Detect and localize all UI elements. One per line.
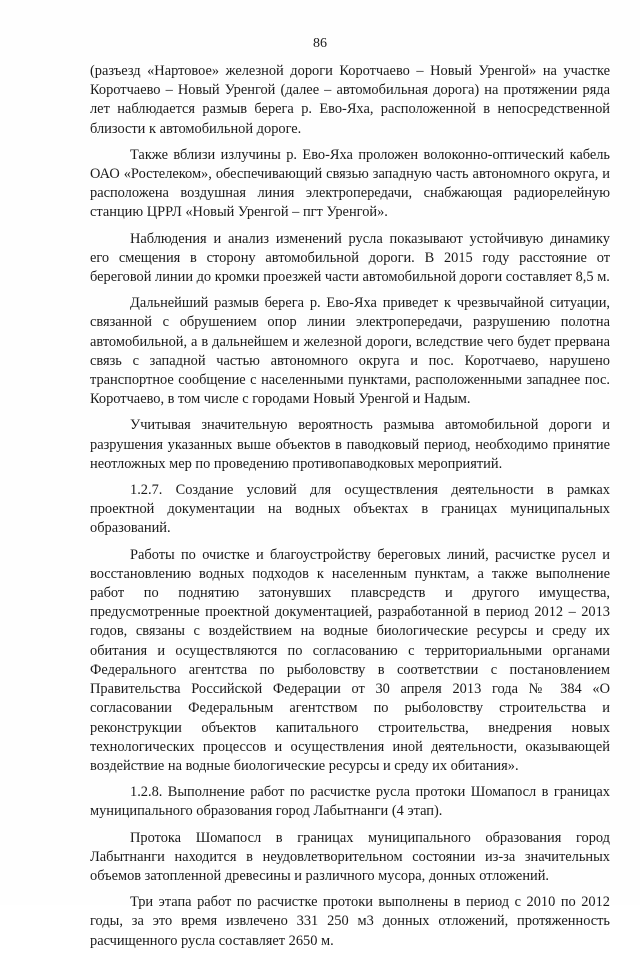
paragraph-1: (разъезд «Нартовое» железной дороги Коротчаево – Новый Уренгой» на участке Коротчаево – Новый Уренгой (далее – автомобильная дорога) на протяжении ряда лет наблюдается размыв берега р. Ево-Яха, расположенной в непосредственной близости к автомобильной дороге. xyxy=(90,63,610,137)
paragraph-2: Также вблизи излучины р. Ево-Яха проложен волоконно-оптический кабель ОАО «Ростелеком», обеспечивающий связью западную часть автономного округа, и расположена воздушная линия электропередачи, снабжающая радиорелейную станцию ЦРРЛ «Новый Уренгой – пгт Уренгой». xyxy=(90,146,610,221)
paragraph-5: Учитывая значительную вероятность размыва автомобильной дороги и разрушения указанных выше объектов в паводковый период, необходимо принятие неотложных мер по проведению противопаводковых мероприятий. xyxy=(90,417,610,472)
paragraph-4: Дальнейший размыв берега р. Ево-Яха приведет к чрезвычайной ситуации, связанной с обрушением опор линии электропередачи, разрушению полотна автомобильной, а в дальнейшем и железной дороги, вследствие чего будет прервана связь с западной частью автономного округа и пос. Коротчаево, нарушено транспортное сообщение с населенными пунктами, расположенными западнее пос. Коротчаево, в том числе с городами Новый Уренгой и Надым. xyxy=(90,295,610,408)
section-heading-1-2-7: 1.2.7. Создание условий для осуществления деятельности в рамках проектной документации на водных объектах в границах муниципальных образований. xyxy=(90,482,610,537)
section-heading-1-2-8: 1.2.8. Выполнение работ по расчистке русла протоки Шомапосл в границах муниципального образования город Лабытнанги (4 этап). xyxy=(90,784,610,820)
paragraph-6: Работы по очистке и благоустройству береговых линий, расчистке русел и восстановлению водных подходов к населенным пунктам, а также выполнение работ по поднятию затонувших плавсредств и другого имущества, предусмотренные проектной документацией, разработанной в период 2012 – 2013 годов, связаны с воздействием на водные биологические ресурсы и среду их обитания и осуществляются по согласованию с территориальными органами Федерального агентства по рыболовству в соответствии с постановлением Правительства Российской Федерации от 30 апреля 2013 года № 384 «О согласовании Федеральным агентством по рыболовству строительства и реконструкции объектов капитального строительства, внедрения новых технологических процессов и осуществления иной деятельности, оказывающей воздействие на водные биологические ресурсы и среду их обитания». xyxy=(90,546,610,774)
body-text xyxy=(90,62,610,958)
paragraph-3: Наблюдения и анализ изменений русла показывают устойчивую динамику его смещения в сторону автомобильной дороги. В 2015 году расстояние от береговой линии до кромки проезжей части автомобильной дороги составляет 8,5 м. xyxy=(90,230,610,286)
paragraph-8: Три этапа работ по расчистке протоки выполнены в период с 2010 по 2012 годы, за это время извлечено 331 250 м3 донных отложений, протяженность расчищенного русла составляет 2650 м. xyxy=(90,894,610,949)
page-number: 86 xyxy=(313,36,327,51)
paragraph-7: Протока Шомапосл в границах муниципального образования город Лабытнанги находится в неудовлетворительном состоянии из-за значительных объемов затопленной древесины и различного мусора, донных отложений. xyxy=(90,829,610,884)
